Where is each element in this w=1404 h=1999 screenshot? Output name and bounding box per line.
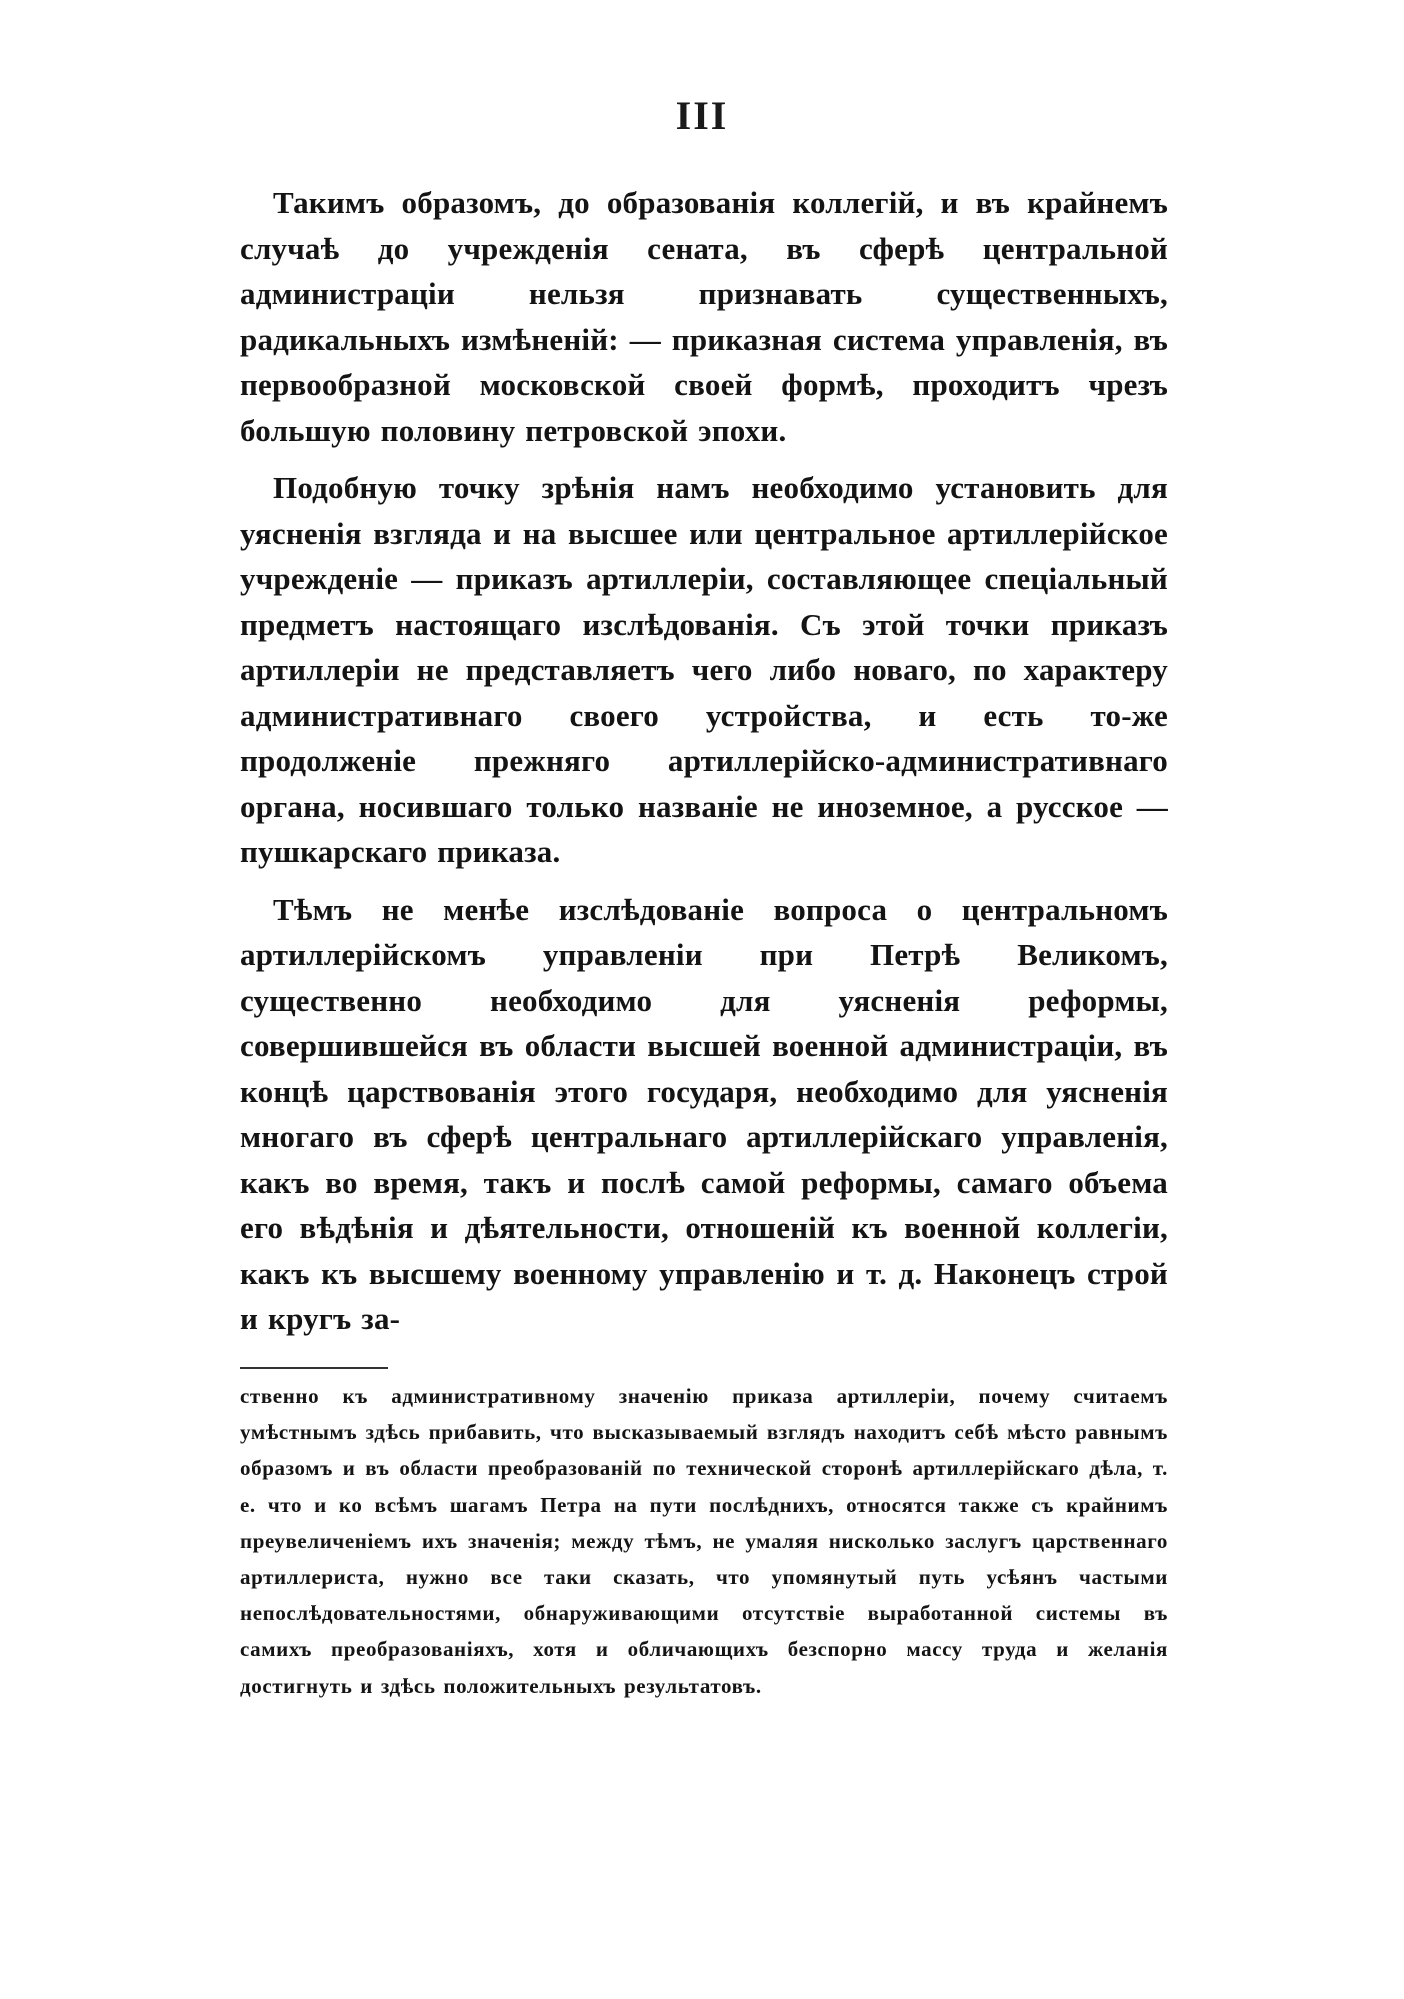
page-number: III xyxy=(675,93,729,138)
footnote-divider xyxy=(240,1367,388,1369)
paragraph-3: Тѣмъ не менѣе изслѣдованіе вопроса о центральномъ артиллерійскомъ управленіи при Петрѣ Великомъ, существенно необходимо для уясненія реформы, совершившейся въ области высшей военной администраціи, въ концѣ царствованія этого государя, необходимо для уясненія многаго въ сферѣ центральнаго артиллерійскаго управленія, какъ во время, такъ и послѣ самой реформы, самаго объема его вѣдѣнія и дѣятельности, отношеній къ военной коллегіи, какъ къ высшему военному управленію и т. д. Наконецъ строй и кругъ за- xyxy=(240,891,1168,1336)
paragraph-2: Подобную точку зрѣнія намъ необходимо установить для уясненія взгляда и на высшее или центральное артиллерійское учрежденіе — приказъ артиллеріи, составляющее спеціальный предметъ настоящаго изслѣдованія. Съ этой точки приказъ артиллеріи не представляетъ чего либо новаго, по характеру административнаго своего устройства, и есть то-же продолженіе прежняго артиллерійско-административнаго органа, носившаго только названіе не иноземное, а русское — пушкарскаго приказа. xyxy=(240,470,1168,869)
footnote-text: ственно къ административному значенію приказа артиллеріи, почему считаемъ умѣстнымъ здѣсь прибавить, что высказываемый взглядъ находитъ себѣ мѣсто равнымъ образомъ и въ области преобразованій по технической сторонѣ артиллерійскаго дѣла, т. е. что и ко всѣмъ шагамъ Петра на пути послѣднихъ, относятся также съ крайнимъ преувеличеніемъ ихъ значенія; между тѣмъ, не умаляя нисколько заслугъ царственнаго артиллериста, нужно все таки сказать, что упомянутый путь усѣянъ частыми непослѣдовательностями, обнаруживающими отсутствіе выработанной системы въ самихъ преобразованіяхъ, хотя и обличающихъ безспорно массу труда и желанія достигнуть и здѣсь положительныхъ результатовъ. xyxy=(240,1384,1168,1698)
main-text xyxy=(240,180,1168,1354)
paragraph-1: Такимъ образомъ, до образованія коллегій, и въ крайнемъ случаѣ до учрежденія сената, въ сферѣ центральной администраціи нельзя признавать существенныхъ, радикальныхъ измѣненій: — приказная система управленія, въ первообразной московской своей формѣ, проходитъ чрезъ большую половину петровской эпохи. xyxy=(240,185,1168,448)
